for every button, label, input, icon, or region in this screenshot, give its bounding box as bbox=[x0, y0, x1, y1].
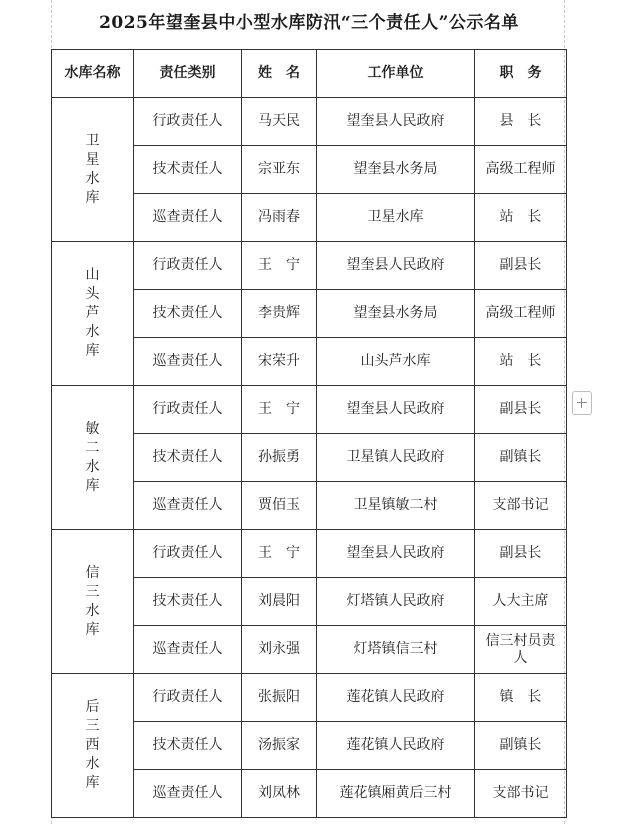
table-row bbox=[52, 98, 567, 146]
duty-cell bbox=[475, 338, 567, 386]
unit-cell: 望奎县人民政府 bbox=[317, 242, 475, 290]
duty-cell bbox=[475, 530, 567, 578]
category-cell: 行政责任人 bbox=[134, 530, 242, 578]
duty-text: 县 长 bbox=[499, 113, 542, 129]
duty-cell bbox=[475, 290, 567, 338]
duty-cell bbox=[475, 770, 567, 818]
category-cell: 巡查责任人 bbox=[134, 194, 242, 242]
person-cell: 张振阳 bbox=[242, 674, 317, 722]
unit-cell: 山头芦水库 bbox=[317, 338, 475, 386]
duty-text: 高级工程师 bbox=[485, 161, 556, 177]
category-cell: 巡查责任人 bbox=[134, 770, 242, 818]
person-cell: 王 宁 bbox=[242, 242, 317, 290]
unit-cell: 灯塔镇人民政府 bbox=[317, 578, 475, 626]
person-cell: 王 宁 bbox=[242, 530, 317, 578]
reservoir-name-cell bbox=[52, 98, 134, 242]
add-row-button[interactable] bbox=[572, 391, 592, 415]
category-cell: 技术责任人 bbox=[134, 434, 242, 482]
category-cell: 技术责任人 bbox=[134, 578, 242, 626]
unit-cell: 望奎县人民政府 bbox=[317, 386, 475, 434]
category-cell: 行政责任人 bbox=[134, 98, 242, 146]
category-cell: 行政责任人 bbox=[134, 674, 242, 722]
header-responsibility-category: 责任类别 bbox=[134, 50, 242, 98]
reservoir-name-cell bbox=[52, 242, 134, 386]
unit-cell: 灯塔镇信三村 bbox=[317, 626, 475, 674]
person-cell: 王 宁 bbox=[242, 386, 317, 434]
unit-cell: 望奎县水务局 bbox=[317, 146, 475, 194]
duty-text: 支部书记 bbox=[492, 785, 549, 801]
page-title: 2025年望奎县中小型水库防汛“三个责任人”公示名单 bbox=[99, 13, 519, 33]
unit-cell: 莲花镇厢黄后三村 bbox=[317, 770, 475, 818]
duty-text: 站 长 bbox=[499, 209, 542, 225]
duty-text: 站 长 bbox=[499, 353, 542, 369]
category-cell: 技术责任人 bbox=[134, 722, 242, 770]
duty-cell bbox=[475, 386, 567, 434]
reservoir-name: 卫星水库 bbox=[85, 132, 100, 206]
person-cell: 刘凤林 bbox=[242, 770, 317, 818]
reservoir-name-cell bbox=[52, 674, 134, 818]
reservoir-name-cell bbox=[52, 386, 134, 530]
person-cell: 贾佰玉 bbox=[242, 482, 317, 530]
person-cell: 李贵辉 bbox=[242, 290, 317, 338]
category-cell: 行政责任人 bbox=[134, 386, 242, 434]
person-cell: 汤振家 bbox=[242, 722, 317, 770]
header-duty: 职 务 bbox=[475, 50, 567, 98]
duty-text: 信三村员责人 bbox=[485, 632, 556, 666]
duty-text: 副县长 bbox=[499, 257, 542, 273]
duty-cell bbox=[475, 578, 567, 626]
responsibility-table bbox=[51, 49, 567, 818]
duty-text: 高级工程师 bbox=[485, 305, 556, 321]
person-cell: 宋荣升 bbox=[242, 338, 317, 386]
category-cell: 巡查责任人 bbox=[134, 626, 242, 674]
table-body bbox=[52, 98, 567, 818]
plus-icon bbox=[577, 398, 587, 408]
duty-cell bbox=[475, 146, 567, 194]
unit-cell: 卫星镇敏二村 bbox=[317, 482, 475, 530]
unit-cell: 卫星水库 bbox=[317, 194, 475, 242]
duty-cell bbox=[475, 434, 567, 482]
category-cell: 巡查责任人 bbox=[134, 338, 242, 386]
header-person-name: 姓 名 bbox=[242, 50, 317, 98]
reservoir-name-cell bbox=[52, 530, 134, 674]
person-cell: 孙振勇 bbox=[242, 434, 317, 482]
header-work-unit: 工作单位 bbox=[317, 50, 475, 98]
category-cell: 行政责任人 bbox=[134, 242, 242, 290]
table-row bbox=[52, 386, 567, 434]
unit-cell: 卫星镇人民政府 bbox=[317, 434, 475, 482]
unit-cell: 莲花镇人民政府 bbox=[317, 722, 475, 770]
duty-text: 人大主席 bbox=[492, 593, 549, 609]
duty-cell bbox=[475, 242, 567, 290]
reservoir-name: 信三水库 bbox=[85, 564, 100, 638]
table-row bbox=[52, 530, 567, 578]
person-cell: 宗亚东 bbox=[242, 146, 317, 194]
category-cell: 巡查责任人 bbox=[134, 482, 242, 530]
duty-cell bbox=[475, 722, 567, 770]
table-row bbox=[52, 674, 567, 722]
table-header-row bbox=[52, 50, 567, 98]
unit-cell: 望奎县水务局 bbox=[317, 290, 475, 338]
duty-cell bbox=[475, 98, 567, 146]
duty-text: 副县长 bbox=[499, 545, 542, 561]
unit-cell: 莲花镇人民政府 bbox=[317, 674, 475, 722]
duty-text: 副县长 bbox=[499, 401, 542, 417]
person-cell: 马天民 bbox=[242, 98, 317, 146]
duty-text: 副镇长 bbox=[499, 449, 542, 465]
duty-text: 副镇长 bbox=[499, 737, 542, 753]
category-cell: 技术责任人 bbox=[134, 146, 242, 194]
header-reservoir-name: 水库名称 bbox=[52, 50, 134, 98]
person-cell: 刘永强 bbox=[242, 626, 317, 674]
unit-cell: 望奎县人民政府 bbox=[317, 98, 475, 146]
unit-cell: 望奎县人民政府 bbox=[317, 530, 475, 578]
category-cell: 技术责任人 bbox=[134, 290, 242, 338]
person-cell: 刘晨阳 bbox=[242, 578, 317, 626]
person-cell: 冯雨春 bbox=[242, 194, 317, 242]
reservoir-name: 敏二水库 bbox=[85, 420, 100, 494]
duty-text: 镇 长 bbox=[499, 689, 542, 705]
table-row bbox=[52, 242, 567, 290]
reservoir-name: 后三西水库 bbox=[85, 699, 100, 791]
reservoir-name: 山头芦水库 bbox=[85, 267, 100, 359]
duty-cell bbox=[475, 674, 567, 722]
duty-cell bbox=[475, 626, 567, 674]
duty-cell bbox=[475, 194, 567, 242]
duty-text: 支部书记 bbox=[492, 497, 549, 513]
duty-cell bbox=[475, 482, 567, 530]
